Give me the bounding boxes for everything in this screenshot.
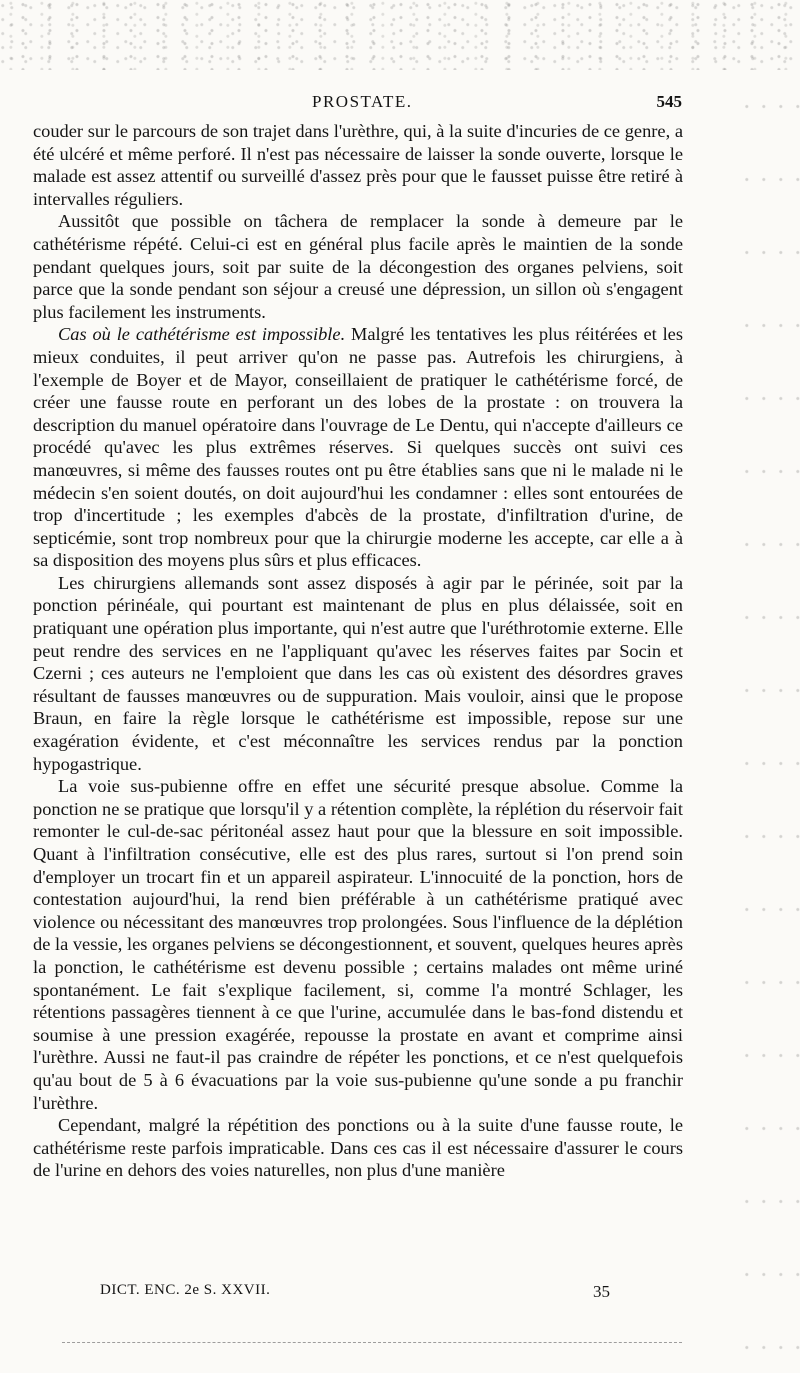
scan-edge-marks: [740, 70, 800, 1350]
footer-rule: [62, 1342, 682, 1343]
running-head: [32, 92, 682, 114]
body-text: [33, 120, 683, 1182]
paragraph-2: Aussitôt que possible on tâchera de remplacer la sonde à demeure par le cathétérisme répété. Celui-ci est en général plus facile après le maintien de la sonde pendant quelques jours, soit par suite de la décongestion des organes pelviens, soit parce que la sonde pendant son séjour a creusé une dépression, un sillon où s'engagent plus facilement les instruments.: [33, 211, 683, 322]
signature-mark: DICT. ENC. 2e S. XXVII.: [100, 1282, 271, 1298]
paragraph-6: Cependant, malgré la répétition des ponctions ou à la suite d'une fausse route, le cathétérisme reste parfois impraticable. Dans ces cas il est nécessaire d'assurer le cours de l'urine en dehors des voies naturelles, non plus d'une manière: [33, 1115, 683, 1181]
section-heading: Cas où le cathétérisme est impossible.: [58, 324, 346, 345]
page-number: 545: [656, 92, 682, 111]
scan-noise-top: [0, 0, 800, 70]
paragraph-3-text: Malgré les tentatives les plus réitérées et les mieux conduites, il peut arriver qu'on ne passe pas. Autrefois les chirurgiens, à l'exemple de Boyer et de Mayor, conseillaient de pratiquer le cathétérisme forcé, de créer une fausse route en perforant un des lobes de la prostate : on trouvera la description du manuel opératoire dans l'ouvrage de Le Dentu, qui n'accepte d'ailleurs ce procédé qu'avec les plus extrêmes réserves. Si quelques succès ont suivi ces manœuvres, si même des fausses routes ont pu être établies sans que ni le malade ni le médecin s'en soient doutés, on doit aujourd'hui les condamner : elles sont entourées de trop d'incertitude ; les exemples d'abcès de la prostate, d'infiltration d'urine, de septicémie, sont trop nombreux pour que la chirurgie moderne les accepte, car elle a à sa disposition des moyens plus sûrs et plus efficaces.: [33, 324, 683, 571]
paragraph-1: couder sur le parcours de son trajet dans l'urèthre, qui, à la suite d'incuries de ce genre, a été ulcéré et même perforé. Il n'est pas nécessaire de laisser la sonde ouverte, lorsque le malade est assez attentif ou surveillé d'assez près pour que le fausset puisse être retiré à intervalles réguliers.: [33, 121, 683, 209]
page-footer: [100, 1282, 610, 1306]
sheet-number: 35: [593, 1282, 610, 1301]
paragraph-3: [33, 323, 683, 572]
paragraph-5: La voie sus-pubienne offre en effet une sécurité presque absolue. Comme la ponction ne se pratique que lorsqu'il y a rétention complète, la réplétion du réservoir fait remonter le cul-de-sac péritonéal assez haut pour que la blessure en soit impossible. Quant à l'infiltration consécutive, elle est des plus rares, surtout si l'on prend soin d'employer un trocart fin et un appareil aspirateur. L'innocuité de la ponction, hors de contestation aujourd'hui, la rend bien préférable à un cathétérisme pratiqué avec violence ou nécessitant des manœuvres trop prolongées. Sous l'influence de la déplétion de la vessie, les organes pelviens se décongestionnent, et souvent, quelques heures après la ponction, le cathétérisme est devenu possible ; certains malades ont même uriné spontanément. Le fait s'explique facilement, si, comme l'a montré Schlager, les rétentions passagères tiennent à ce que l'urine, accumulée dans le bas-fond distendu et soumise à une pression exagérée, repousse la prostate en avant et comprime ainsi l'urèthre. Aussi ne faut-il pas craindre de répéter les ponctions, et ce n'est quelquefois qu'au bout de 5 à 6 évacuations par la voie sus-pubienne qu'une sonde a pu franchir l'urèthre.: [33, 776, 683, 1113]
running-title: PROSTATE.: [312, 92, 413, 111]
paragraph-4: Les chirurgiens allemands sont assez disposés à agir par le périnée, soit par la ponction périnéale, qui pourtant est maintenant de plus en plus délaissée, soit en pratiquant une opération plus importante, qui n'est autre que l'uréthrotomie externe. Elle peut rendre des services en ne l'appliquant qu'avec les réserves faites par Socin et Czerni ; ces auteurs ne l'emploient que dans les cas où existent des désordres graves résultant de fausses manœuvres ou de suppuration. Mais vouloir, ainsi que le propose Braun, en faire la règle lorsque le cathétérisme est impossible, repose sur une exagération évidente, et c'est méconnaître les services rendus par la ponction hypogastrique.: [33, 572, 683, 774]
